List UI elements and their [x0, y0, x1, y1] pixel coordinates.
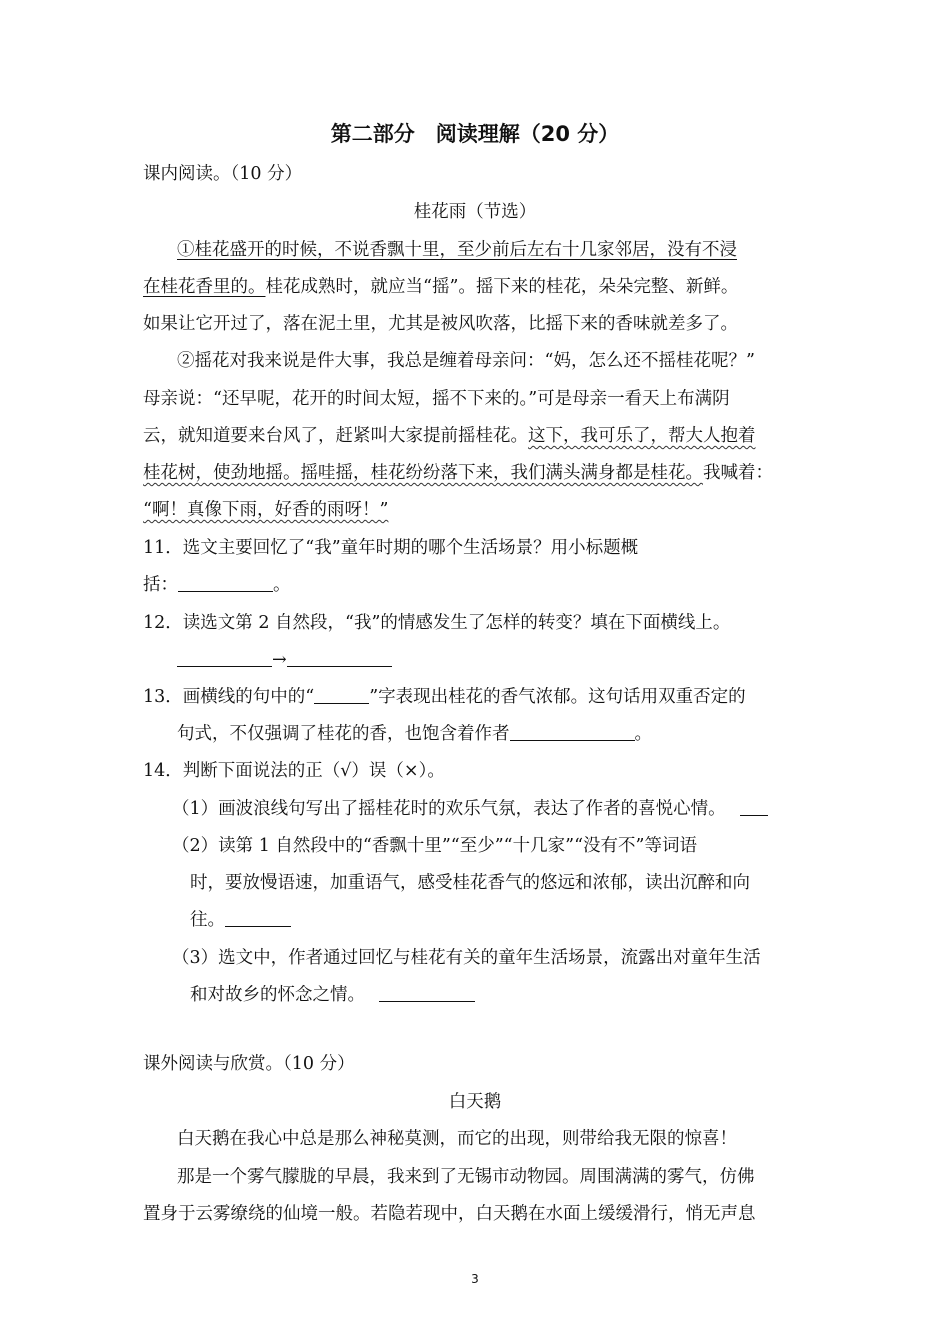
p1-line2-rest: 桂花成熟时，就应当“摇”。摇下来的桂花，朵朵完整、新鲜。 — [265, 277, 739, 297]
answer-blank-14-1[interactable] — [740, 797, 768, 816]
q14-2-end: 往。 — [190, 910, 225, 930]
answer-blank-13b[interactable] — [510, 722, 635, 741]
underlined-sentence-part2: 在桂花香里的。 — [143, 277, 266, 297]
q11-end: 。 — [273, 575, 291, 595]
question-14: 14．判断下面说法的正（√）误（×）。 — [143, 761, 445, 781]
wavy-sentence-part2: 桂花树，使劲地摇。摇哇摇，桂花纷纷落下来，我们满头满身都是桂花。 — [143, 463, 703, 483]
question-13-line1 — [143, 685, 746, 709]
question-12-blanks — [177, 648, 392, 672]
part2-heading: 课外阅读与欣赏。（10 分） — [143, 1054, 355, 1074]
p2-line2: 母亲说：“还早呢，花开的时间太短，摇不下来的。”可是母亲一看天上布满阴 — [143, 389, 730, 409]
answer-blank-11[interactable] — [178, 573, 273, 592]
part2-line1: 白天鹅在我心中总是那么神秘莫测，而它的出现，则带给我无限的惊喜！ — [177, 1129, 737, 1149]
q13-text-c: 句式，不仅强调了桂花的香，也饱含着作者 — [177, 724, 510, 744]
answer-blank-14-2[interactable] — [225, 908, 291, 927]
question-11-line2 — [143, 573, 291, 597]
part2-line3: 置身于云雾缭绕的仙境一般。若隐若现中，白天鹅在水面上缓缓滑行，悄无声息 — [143, 1204, 756, 1224]
p2-line4-rest: 我喊着： — [703, 463, 773, 483]
part1-heading: 课内阅读。（10 分） — [143, 164, 303, 184]
p2-line1: ②摇花对我来说是件大事，我总是缠着母亲问：“妈，怎么还不摇桂花呢？” — [177, 351, 755, 371]
p2-line3-plain: 云，就知道要来台风了，赶紧叫大家提前摇桂花。 — [143, 426, 528, 446]
question-14-1 — [172, 797, 768, 821]
question-14-3-line2 — [190, 983, 475, 1007]
passage2-title: 白天鹅 — [448, 1092, 502, 1112]
page-number: 3 — [471, 1272, 479, 1286]
answer-blank-14-3[interactable] — [379, 983, 475, 1002]
part2-line2: 那是一个雾气朦胧的早晨，我来到了无锡市动物园。周围满满的雾气，仿佛 — [177, 1167, 755, 1187]
answer-blank-13a[interactable] — [314, 685, 369, 704]
q13-end: 。 — [634, 724, 652, 744]
p2-line4 — [143, 461, 773, 485]
question-12: 12．读选文第 2 自然段，“我”的情感发生了怎样的转变？填在下面横线上。 — [143, 613, 731, 633]
question-13-line2 — [177, 722, 652, 746]
arrow-icon: → — [272, 650, 287, 670]
q14-1-text: （1）画波浪线句写出了摇桂花时的欢乐气氛，表达了作者的喜悦心情。 — [172, 799, 726, 819]
p2-line5 — [143, 498, 388, 522]
underlined-sentence-part1: ①桂花盛开的时候，不说香飘十里，至少前后左右十几家邻居，没有不浸 — [177, 240, 737, 260]
section-title: 第二部分 阅读理解（20 分） — [330, 122, 620, 146]
p1-line2 — [143, 275, 738, 299]
p1-line3: 如果让它开过了，落在泥土里，尤其是被风吹落，比摇下来的香味就差多了。 — [143, 314, 738, 334]
p2-line3 — [143, 424, 756, 448]
question-11-line1: 11．选文主要回忆了“我”童年时期的哪个生活场景？用小标题概 — [143, 538, 639, 558]
q13-text-a: 13．画横线的句中的“ — [143, 687, 315, 707]
answer-blank-12a[interactable] — [177, 648, 272, 667]
q11-label: 括： — [143, 575, 178, 595]
wavy-sentence-part3: “啊！真像下雨，好香的雨呀！” — [143, 500, 389, 520]
q14-3-end: 和对故乡的怀念之情。 — [190, 985, 365, 1005]
question-14-2-line1: （2）读第 1 自然段中的“香飘十里”“至少”“十几家”“没有不”等词语 — [172, 836, 697, 856]
passage1-title: 桂花雨（节选） — [413, 202, 537, 222]
p1-line1 — [177, 238, 737, 262]
question-14-3-line1: （3）选文中，作者通过回忆与桂花有关的童年生活场景，流露出对童年生活 — [172, 948, 761, 968]
question-14-2-line3 — [190, 908, 291, 932]
q13-text-b: ”字表现出桂花的香气浓郁。这句话用双重否定的 — [369, 687, 746, 707]
question-14-2-line2: 时，要放慢语速，加重语气，感受桂花香气的悠远和浓郁，读出沉醉和向 — [190, 873, 750, 893]
wavy-sentence-part1: 这下，我可乐了，帮大人抱着 — [528, 426, 756, 446]
answer-blank-12b[interactable] — [287, 648, 392, 667]
